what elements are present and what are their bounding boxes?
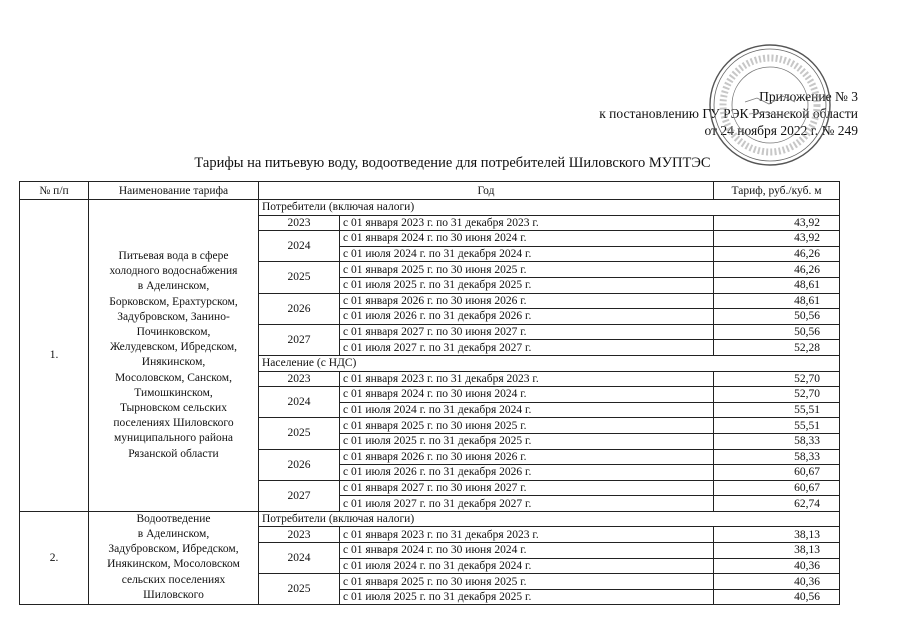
category-row xyxy=(20,511,840,527)
tariff-value-cell: 58,33 xyxy=(714,449,840,465)
tariff-name-line: Водоотведение xyxy=(136,512,211,525)
tariff-value-cell: 48,61 xyxy=(714,277,840,293)
tariff-name-line: Инякинском, Мосоловском xyxy=(107,558,240,571)
period-cell: с 01 июля 2025 г. по 31 декабря 2025 г. xyxy=(340,589,714,605)
year-cell: 2027 xyxy=(259,324,340,355)
year-cell: 2023 xyxy=(259,371,340,387)
year-cell: 2023 xyxy=(259,527,340,543)
column-header-year: Год xyxy=(259,182,714,200)
year-cell: 2024 xyxy=(259,231,340,262)
period-cell: с 01 января 2024 г. по 30 июня 2024 г. xyxy=(340,543,714,559)
category-row xyxy=(20,200,840,216)
period-cell: с 01 января 2025 г. по 30 июня 2025 г. xyxy=(340,262,714,278)
tariff-name-line: Рязанской области xyxy=(128,447,219,460)
tariff-name-line: Шиловского xyxy=(143,588,204,601)
tariff-name-line: холодного водоснабжения xyxy=(109,265,238,278)
period-cell: с 01 января 2023 г. по 31 декабря 2023 г. xyxy=(340,215,714,231)
seal-stamp-icon xyxy=(705,40,835,170)
tariff-value-cell: 52,70 xyxy=(714,387,840,403)
tariff-table xyxy=(19,181,840,605)
resolution-date: от 24 ноября 2022 г. № 249 xyxy=(704,123,858,138)
tariff-value-cell: 55,51 xyxy=(714,418,840,434)
period-cell: с 01 января 2026 г. по 30 июня 2026 г. xyxy=(340,293,714,309)
tariff-value-cell: 40,56 xyxy=(714,589,840,605)
tariff-value-cell: 50,56 xyxy=(714,324,840,340)
consumer-category: Население (с НДС) xyxy=(259,355,840,371)
year-cell: 2023 xyxy=(259,215,340,231)
tariff-name-line: Борковском, Ерахтурском, xyxy=(109,295,238,308)
tariff-value-cell: 40,36 xyxy=(714,558,840,574)
period-cell: с 01 января 2025 г. по 30 июня 2025 г. xyxy=(340,418,714,434)
section-number: 1. xyxy=(20,200,89,512)
tariff-name xyxy=(89,511,259,605)
column-header-number: № п/п xyxy=(20,182,89,200)
tariff-name-line: поселениях Шиловского xyxy=(113,417,234,430)
tariff-name-line: Мосоловском, Санском, xyxy=(115,371,232,384)
period-cell: с 01 января 2023 г. по 31 декабря 2023 г. xyxy=(340,371,714,387)
document-title: Тарифы на питьевую воду, водоотведение для потребителей Шиловского МУПТЭС xyxy=(194,155,711,171)
tariff-value-cell: 43,92 xyxy=(714,231,840,247)
tariff-value-cell: 58,33 xyxy=(714,433,840,449)
period-cell: с 01 января 2025 г. по 30 июня 2025 г. xyxy=(340,574,714,590)
tariff-value-cell: 46,26 xyxy=(714,246,840,262)
period-cell: с 01 июля 2026 г. по 31 декабря 2026 г. xyxy=(340,465,714,481)
year-cell: 2024 xyxy=(259,543,340,574)
year-cell: 2025 xyxy=(259,574,340,605)
year-cell: 2027 xyxy=(259,480,340,511)
consumer-category: Потребители (включая налоги) xyxy=(259,200,840,216)
tariff-name-line: Починковском, xyxy=(136,326,211,339)
tariff-name-line: Питьевая вода в сфере xyxy=(118,250,229,263)
tariff-name-line: сельских поселениях xyxy=(121,573,226,586)
tariff-value-cell: 52,70 xyxy=(714,371,840,387)
tariff-value-cell: 60,67 xyxy=(714,465,840,481)
resolution-label: к постановлению ГУ РЭК Рязанской области xyxy=(599,106,858,121)
period-cell: с 01 января 2024 г. по 30 июня 2024 г. xyxy=(340,231,714,247)
tariff-value-cell: 43,92 xyxy=(714,215,840,231)
year-cell: 2026 xyxy=(259,449,340,480)
annex-label: Приложение № 3 xyxy=(759,89,858,104)
tariff-name-line: в Аделинском, xyxy=(137,280,210,293)
tariff-name xyxy=(89,200,259,512)
period-cell: с 01 июля 2026 г. по 31 декабря 2026 г. xyxy=(340,309,714,325)
period-cell: с 01 января 2027 г. по 30 июня 2027 г. xyxy=(340,324,714,340)
year-cell: 2024 xyxy=(259,387,340,418)
tariff-name-line: муниципального района xyxy=(114,432,233,445)
year-cell: 2025 xyxy=(259,418,340,449)
tariff-value-cell: 50,56 xyxy=(714,309,840,325)
table-header-row xyxy=(20,182,840,200)
tariff-name-line: в Аделинском, xyxy=(137,528,210,541)
tariff-name-line: Инякинском, xyxy=(141,356,206,369)
tariff-value-cell: 52,28 xyxy=(714,340,840,356)
tariff-value-cell: 46,26 xyxy=(714,262,840,278)
period-cell: с 01 июля 2024 г. по 31 декабря 2024 г. xyxy=(340,402,714,418)
year-cell: 2025 xyxy=(259,262,340,293)
period-cell: с 01 июля 2024 г. по 31 декабря 2024 г. xyxy=(340,246,714,262)
tariff-name-line: Тырновском сельских xyxy=(120,402,227,415)
tariff-value-cell: 48,61 xyxy=(714,293,840,309)
tariff-value-cell: 38,13 xyxy=(714,543,840,559)
tariff-value-cell: 62,74 xyxy=(714,496,840,512)
period-cell: с 01 июля 2025 г. по 31 декабря 2025 г. xyxy=(340,433,714,449)
tariff-value-cell: 55,51 xyxy=(714,402,840,418)
period-cell: с 01 января 2027 г. по 30 июня 2027 г. xyxy=(340,480,714,496)
tariff-name-line: Тимошкинском, xyxy=(134,386,213,399)
period-cell: с 01 июля 2025 г. по 31 декабря 2025 г. xyxy=(340,277,714,293)
period-cell: с 01 июля 2027 г. по 31 декабря 2027 г. xyxy=(340,340,714,356)
period-cell: с 01 января 2026 г. по 30 июня 2026 г. xyxy=(340,449,714,465)
period-cell: с 01 января 2024 г. по 30 июня 2024 г. xyxy=(340,387,714,403)
consumer-category: Потребители (включая налоги) xyxy=(259,511,840,527)
tariff-name-line: Задубровском, Ибредском, xyxy=(108,543,239,556)
tariff-value-cell: 38,13 xyxy=(714,527,840,543)
period-cell: с 01 января 2023 г. по 31 декабря 2023 г. xyxy=(340,527,714,543)
tariff-name-line: Желудевском, Ибредском, xyxy=(109,341,238,354)
tariff-value-cell: 40,36 xyxy=(714,574,840,590)
section-number: 2. xyxy=(20,511,89,605)
tariff-value-cell: 60,67 xyxy=(714,480,840,496)
column-header-name: Наименование тарифа xyxy=(89,182,259,200)
period-cell: с 01 июля 2024 г. по 31 декабря 2024 г. xyxy=(340,558,714,574)
period-cell: с 01 июля 2027 г. по 31 декабря 2027 г. xyxy=(340,496,714,512)
column-header-tariff: Тариф, руб./куб. м xyxy=(714,182,840,200)
year-cell: 2026 xyxy=(259,293,340,324)
tariff-name-line: Задубровском, Занино- xyxy=(117,310,230,323)
